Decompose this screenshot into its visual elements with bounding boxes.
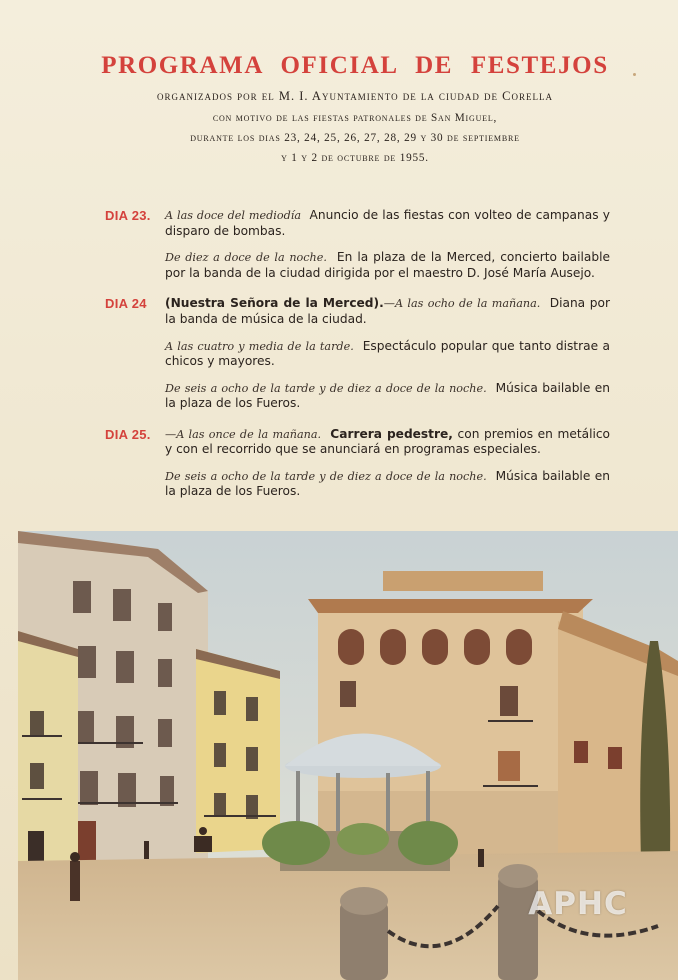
header-line-3: y 1 y 2 de octubre de 1955.	[281, 152, 429, 164]
entry-text: En la plaza de la Merced, concierto bailable por la banda de la ciudad dirigida por el maestro D. José María Ausejo.	[165, 250, 610, 280]
entry-time: De seis a ocho de la tarde y de diez a doce de la noche.	[165, 381, 487, 395]
program-schedule	[105, 196, 610, 515]
day-label: DIA 23.	[105, 208, 151, 224]
subtitle: organizados por el M. I. Ayuntamiento de la ciudad de Corella	[156, 89, 554, 103]
day-label: DIA 24	[105, 296, 147, 312]
middle-building	[196, 649, 280, 853]
program-entry	[165, 296, 610, 326]
header	[70, 52, 640, 164]
day-label: DIA 25.	[105, 426, 151, 442]
entry-time: De seis a ocho de la tarde y de diez a doce de la noche.	[165, 469, 487, 483]
entry-text: Música bailable en la plaza de los Fueros.	[165, 380, 611, 411]
entry-time: De diez a doce de la noche.	[165, 251, 327, 265]
day-24	[105, 296, 610, 410]
entry-text: Anuncio de las fiestas con volteo de campanas y disparo de bombas.	[165, 208, 610, 238]
ink-speck	[633, 73, 636, 76]
program-entry	[165, 339, 610, 369]
entry-time: A las doce del mediodía	[165, 209, 302, 223]
day-25	[105, 427, 610, 499]
left-yellow-building	[18, 631, 78, 883]
entry-highlight: (Nuestra Señora de la Merced).	[165, 296, 384, 311]
page-title: PROGRAMA OFICIAL DE FESTEJOS	[101, 52, 609, 79]
entry-time: —A las once de la mañana.	[165, 427, 322, 441]
entry-time: A las cuatro y media de la tarde.	[165, 339, 354, 353]
program-entry	[165, 250, 610, 280]
program-entry	[165, 381, 610, 411]
entry-time: —A las ocho de la mañana.	[383, 297, 541, 311]
header-line-1: con motivo de las fiestas patronales de San Miguel,	[212, 112, 498, 124]
program-entry	[165, 208, 610, 238]
entry-highlight: Carrera pedestre,	[330, 426, 453, 441]
program-entry	[165, 469, 610, 499]
header-line-2: durante los dias 23, 24, 25, 26, 27, 28, 29 y 30 de septiembre	[190, 132, 520, 144]
entry-text: con premios en metálico y con el recorrido que se anunciará en programas especiales.	[165, 426, 611, 457]
watermark-logo: APHC	[528, 886, 628, 922]
day-23	[105, 208, 610, 280]
entry-text: Diana por la banda de música de la ciudad.	[165, 296, 611, 326]
program-entry	[165, 427, 610, 457]
entry-text: Espectáculo popular que tanto distrae a chicos y mayores.	[165, 338, 611, 369]
entry-text: Música bailable en la plaza de los Fueros.	[165, 468, 611, 499]
